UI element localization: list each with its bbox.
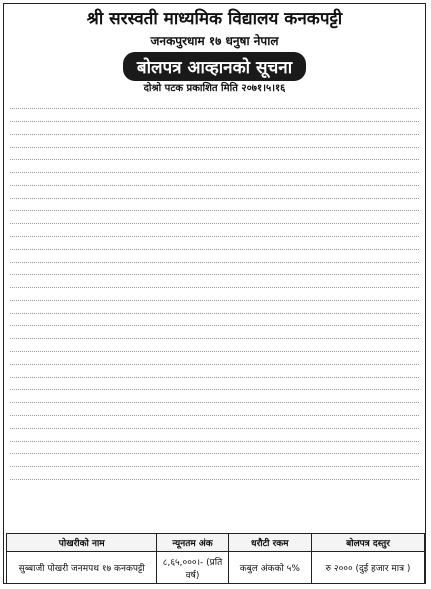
body-text-line [10, 302, 419, 314]
school-location: जनकपुरधाम १७ धनुषा नेपाल [150, 34, 279, 48]
body-text-line [10, 391, 419, 403]
publication-note: दोश्रो पटक प्रकाशित मिति २०७१।५।१६ [143, 83, 286, 94]
body-text-line [10, 97, 419, 109]
fee-table-header-row [7, 534, 425, 552]
body-text-line [10, 455, 419, 467]
body-text-line [10, 276, 419, 288]
col-minimum-amount: न्यूनतम अंक [157, 534, 228, 552]
body-text-line [10, 314, 419, 326]
body-text-line [10, 417, 419, 429]
body-text-line [10, 365, 419, 377]
body-text-line [10, 404, 419, 416]
body-text-line [10, 225, 419, 237]
body-text-line [10, 186, 419, 198]
school-name: श्री सरस्वती माध्यमिक विद्यालय कनकपट्टी [86, 9, 343, 29]
notice-body-text [10, 97, 419, 482]
deposit-amount-cell: कबुल अंकको ५% [228, 552, 312, 584]
body-text-line [10, 289, 419, 301]
body-text-line [10, 199, 419, 211]
body-text-line [10, 250, 419, 262]
body-text-line [10, 148, 419, 160]
body-text-line [10, 353, 419, 365]
body-text-line [10, 123, 419, 135]
body-text-line [10, 442, 419, 454]
col-pond-name: पोखरीको नाम [7, 534, 157, 552]
body-text-line [10, 327, 419, 339]
body-text-line [10, 468, 419, 480]
notice-banner: बोलपत्र आव्हानको सूचना [123, 52, 306, 81]
body-text-line [10, 161, 419, 173]
body-text-line [10, 212, 419, 224]
body-text-line [10, 340, 419, 352]
body-text-line [10, 238, 419, 250]
body-text-line [10, 263, 419, 275]
minimum-amount-cell: ८,६५,०००।- (प्रति वर्ष) [157, 552, 228, 584]
body-text-line [10, 378, 419, 390]
pond-name-cell: सुब्बाजी पोखरी जनमपथ १७ कनकपट्टी [7, 552, 157, 584]
body-text-line [10, 429, 419, 441]
notice-page [3, 3, 426, 584]
col-deposit-amount: धरौटी रकम [228, 534, 312, 552]
banner-container [4, 52, 425, 81]
col-bid-fee: बोलपत्र दस्तुर [312, 534, 425, 552]
body-text-line [10, 174, 419, 186]
table-row [7, 552, 425, 584]
fee-table [6, 533, 425, 584]
bid-fee-cell: रु २००० (दुई हजार मात्र ) [312, 552, 425, 584]
body-text-line [10, 480, 419, 482]
body-text-line [10, 110, 419, 122]
body-text-line [10, 135, 419, 147]
